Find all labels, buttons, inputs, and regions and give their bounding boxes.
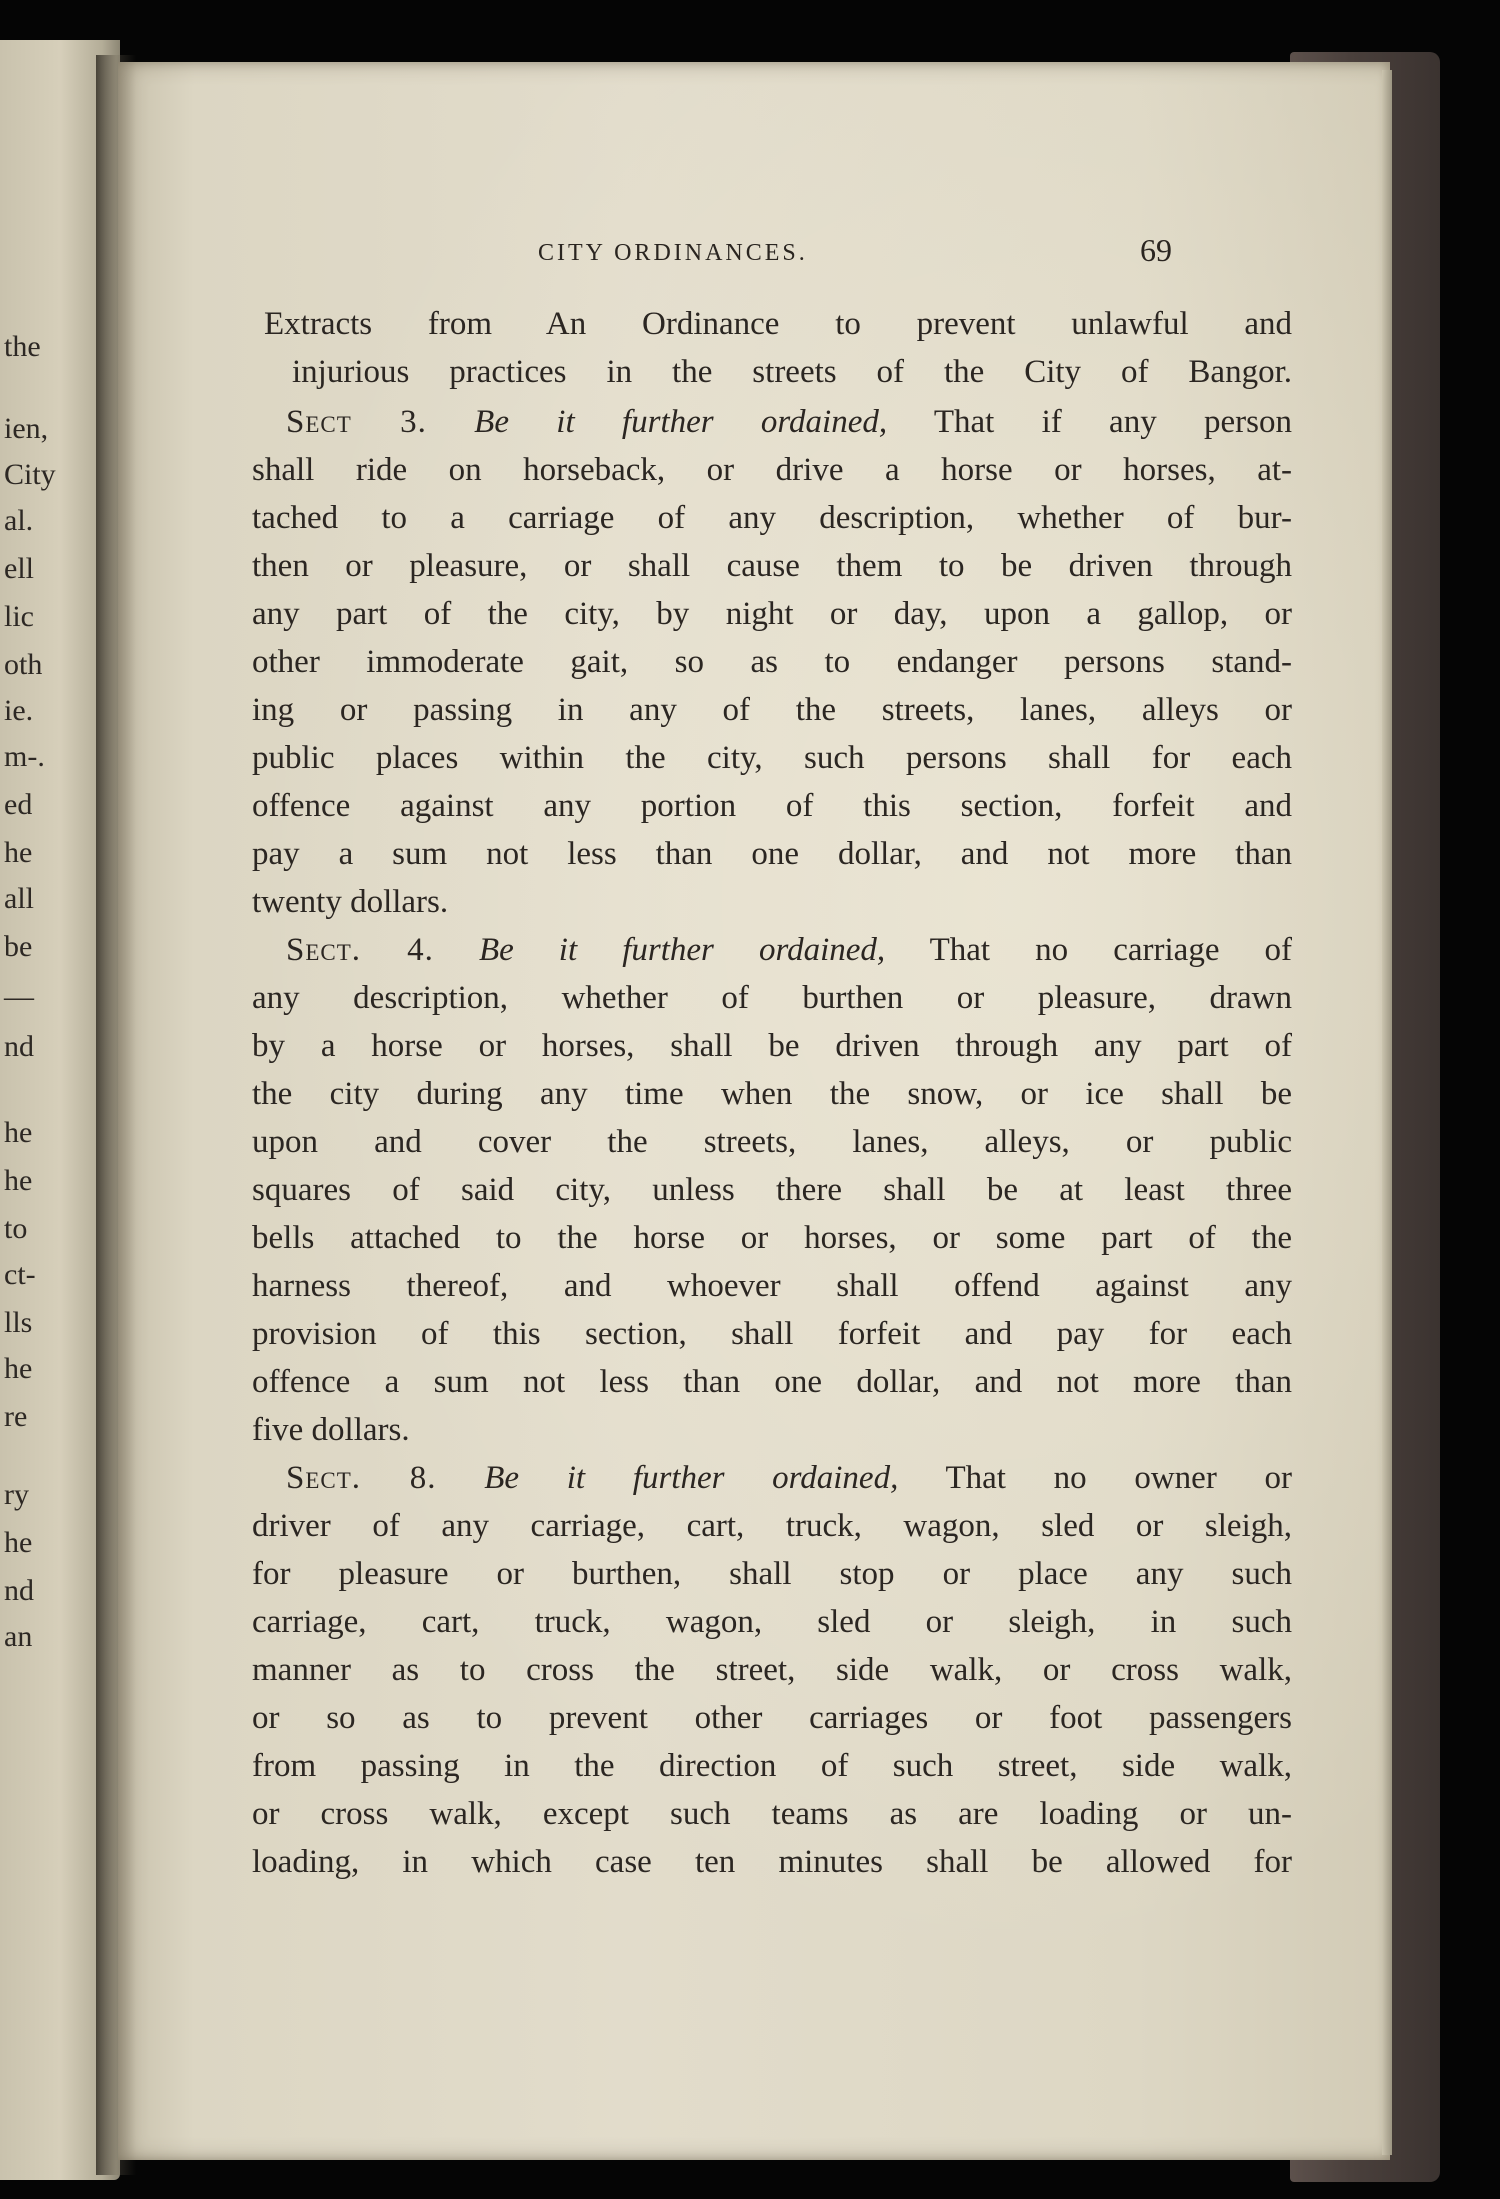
page-number: 69 (1140, 232, 1172, 268)
text-line: from passing in the direction of such street, side walk, (252, 1748, 1292, 1784)
left-page-fragment: be (4, 930, 33, 963)
text-line: driver of any carriage, cart, truck, wagon, sled or sleigh, (252, 1508, 1292, 1544)
left-page-fragment: re (4, 1400, 28, 1433)
left-page-fragment: nd (4, 1030, 34, 1063)
text-line: public places within the city, such persons shall for each (252, 740, 1292, 776)
text-line: loading, in which case ten minutes shall be allowed for (252, 1844, 1292, 1880)
left-page-fragment: the (4, 330, 41, 363)
text-line: any part of the city, by night or day, upon a gallop, or (252, 596, 1292, 632)
text-line: then or pleasure, or shall cause them to be driven through (252, 548, 1292, 584)
book-page (118, 62, 1390, 2160)
left-page-fragment: he (4, 1352, 33, 1385)
page-edge (1382, 70, 1392, 2155)
left-page-fragment: ry (4, 1478, 29, 1511)
text-line: upon and cover the streets, lanes, alleys, or public (252, 1124, 1292, 1160)
text-line: carriage, cart, truck, wagon, sled or sleigh, in such (252, 1604, 1292, 1640)
heading-line-1: Extracts from An Ordinance to prevent unlawful and (264, 306, 1292, 342)
text-line: bells attached to the horse or horses, or some part of the (252, 1220, 1292, 1256)
text-line: other immoderate gait, so as to endanger persons stand- (252, 644, 1292, 680)
left-page-fragment: ien, (4, 412, 49, 445)
section-first-line-rest: That if any person (933, 404, 1292, 440)
text-line: offence a sum not less than one dollar, and not more than (252, 1364, 1292, 1400)
left-page-fragment: all (4, 882, 34, 915)
text-line: provision of this section, shall forfeit and pay for each (252, 1316, 1292, 1352)
text-line: the city during any time when the snow, or ice shall be (252, 1076, 1292, 1112)
left-page-fragment: ct- (4, 1258, 36, 1291)
left-page-fragment: oth (4, 648, 43, 681)
text-line: for pleasure or burthen, shall stop or place any such (252, 1556, 1292, 1592)
text-line: twenty dollars. (252, 884, 449, 920)
left-page-fragment: lls (4, 1306, 33, 1339)
page-body (252, 300, 1292, 1886)
enacting-clause: Be it further ordained, (474, 404, 888, 440)
text-line: shall ride on horseback, or drive a horse or horses, at- (252, 452, 1292, 488)
left-page-fragment: ed (4, 788, 33, 821)
left-page-fragment: lic (4, 600, 34, 633)
section-label: Sect. 4. (286, 932, 434, 968)
section-first-line (252, 398, 1292, 446)
section-first-line (252, 1454, 1292, 1502)
text-line: any description, whether of burthen or pleasure, drawn (252, 980, 1292, 1016)
text-line: or cross walk, except such teams as are loading or un- (252, 1796, 1292, 1832)
text-line: offence against any portion of this section, forfeit and (252, 788, 1292, 824)
left-page-fragment: an (4, 1620, 33, 1653)
text-line: by a horse or horses, shall be driven through any part of (252, 1028, 1292, 1064)
text-line: harness thereof, and whoever shall offend against any (252, 1268, 1292, 1304)
left-page-fragment: al. (4, 504, 34, 537)
section-first-line (252, 926, 1292, 974)
gutter-shadow (96, 55, 136, 2175)
left-page-fragment: City (4, 458, 56, 491)
section-first-line-rest: That no owner or (945, 1460, 1293, 1496)
left-page-fragment: ie. (4, 694, 34, 727)
left-page-fragment: to (4, 1212, 28, 1245)
left-page-fragment: — (4, 980, 34, 1013)
left-page-fragment: he (4, 836, 33, 869)
text-line: tached to a carriage of any description, whether of bur- (252, 500, 1292, 536)
text-line: squares of said city, unless there shall be at least three (252, 1172, 1292, 1208)
section-label: Sect. 8. (286, 1460, 437, 1496)
text-line: manner as to cross the street, side walk, or cross walk, (252, 1652, 1292, 1688)
text-line: five dollars. (252, 1412, 410, 1448)
running-head: CITY ORDINANCES. (538, 240, 808, 266)
enacting-clause: Be it further ordained, (478, 932, 886, 968)
heading-line-2: injurious practices in the streets of the City of Bangor. (292, 354, 1292, 390)
left-page-fragment: ell (4, 552, 34, 585)
left-page-fragment: nd (4, 1574, 34, 1607)
text-line: pay a sum not less than one dollar, and not more than (252, 836, 1292, 872)
section-label: Sect 3. (286, 404, 427, 440)
text-line: or so as to prevent other carriages or foot passengers (252, 1700, 1292, 1736)
left-page-fragment: he (4, 1164, 33, 1197)
left-page-fragment: m-. (4, 740, 45, 773)
section-first-line-rest: That no carriage of (929, 932, 1293, 968)
enacting-clause: Be it further ordained, (484, 1460, 899, 1496)
left-page-fragment: he (4, 1116, 33, 1149)
text-line: ing or passing in any of the streets, lanes, alleys or (252, 692, 1292, 728)
left-page-fragment: he (4, 1526, 33, 1559)
sections (252, 398, 1292, 1886)
